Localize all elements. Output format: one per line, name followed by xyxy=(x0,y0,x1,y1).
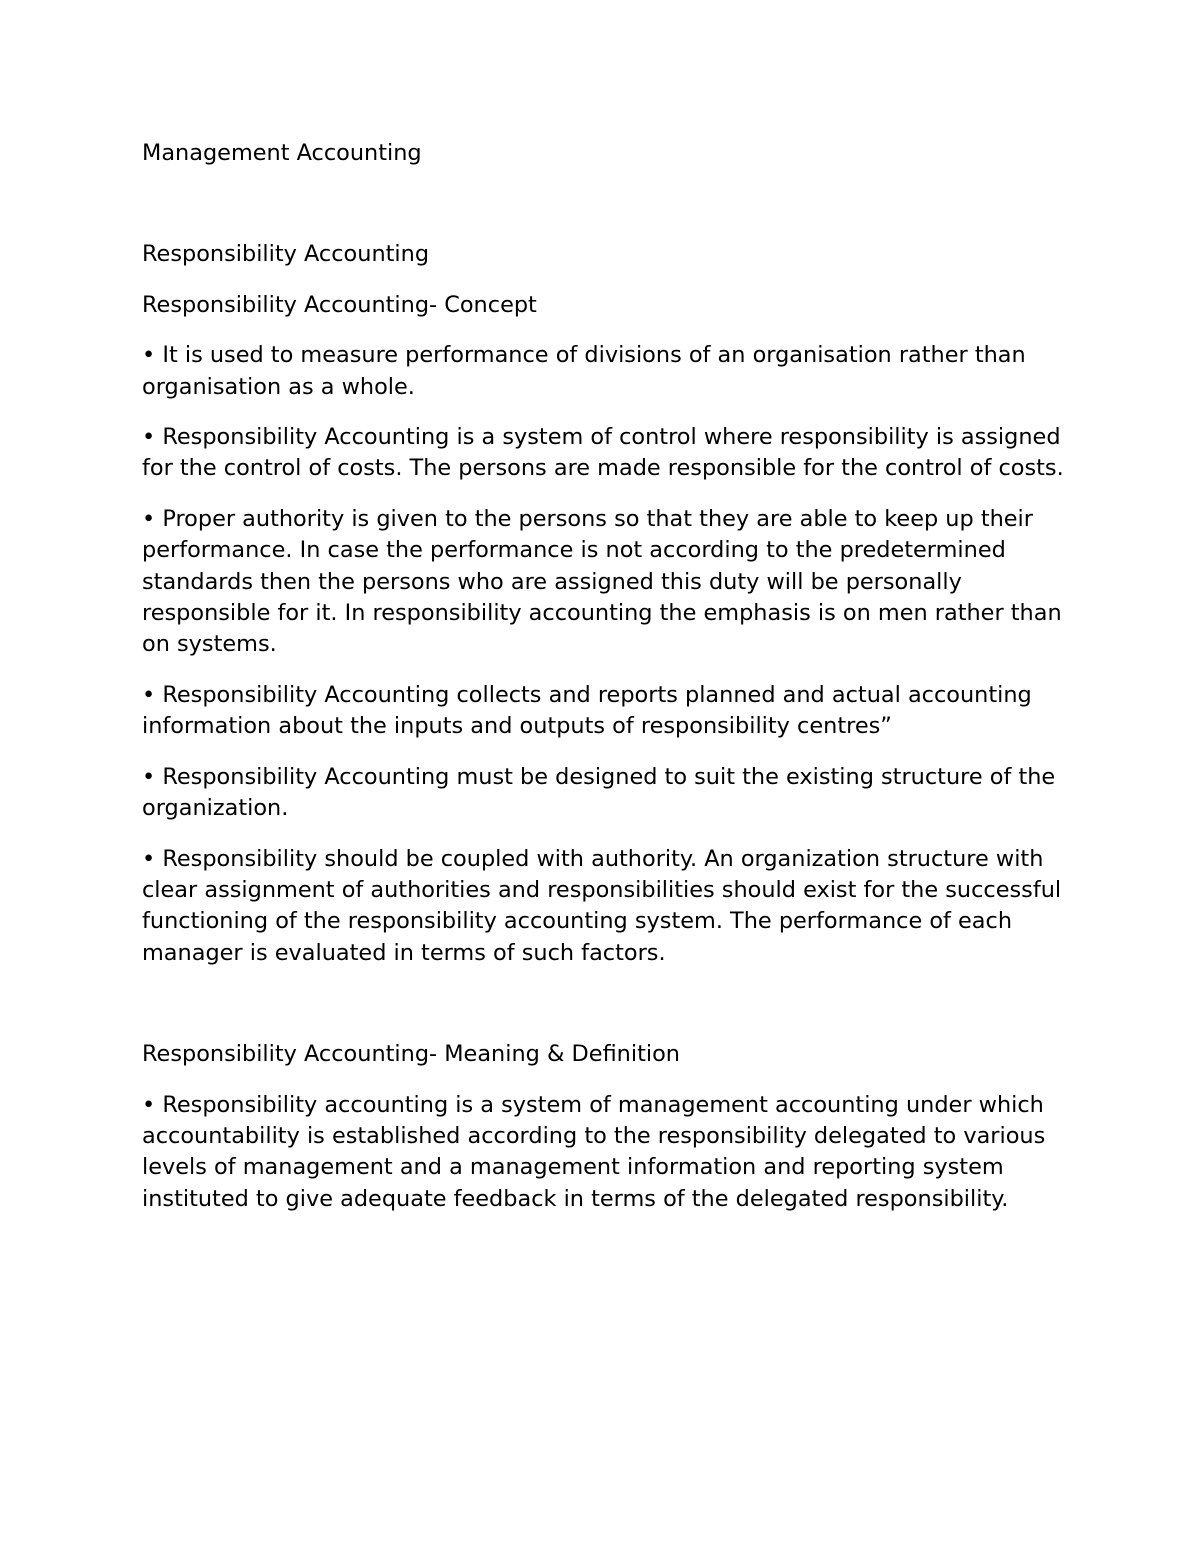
list-item xyxy=(142,340,1072,403)
list-item-text: Proper authority is given to the persons so that they are able to keep up their performance. In case the performance is not according to the predetermined standards then the persons who are assigned this duty will be personally responsible for it. In responsibility accounting the emphasis is on men rather than on systems. xyxy=(142,505,1062,658)
list-item xyxy=(142,422,1072,485)
section-heading: Responsibility Accounting xyxy=(142,241,430,268)
definition-heading: Responsibility Accounting- Meaning & Definition xyxy=(142,1041,680,1068)
bullet-icon: • xyxy=(142,1091,156,1118)
list-item-text: Responsibility Accounting collects and reports planned and actual accounting information about the inputs and outputs of responsibility centres” xyxy=(142,681,1032,740)
list-item xyxy=(142,844,1072,970)
list-item-text: Responsibility accounting is a system of management accounting under which accountability is established according to the responsibility delegated to various levels of management and a management information and reporting system instituted to give adequate feedback in terms of the delegated responsibility. xyxy=(142,1091,1046,1212)
list-item-text: Responsibility should be coupled with authority. An organization structure with clear assignment of authorities and responsibilities should exist for the successful functioning of the responsibility accounting system. The performance of each manager is evaluated in terms of such factors. xyxy=(142,845,1062,966)
bullet-icon: • xyxy=(142,505,156,532)
list-item xyxy=(142,762,1072,825)
definition-list xyxy=(142,1090,1072,1216)
bullet-icon: • xyxy=(142,845,156,872)
bullet-icon: • xyxy=(142,763,156,790)
list-item xyxy=(142,1090,1072,1216)
concept-list xyxy=(142,340,1072,969)
concept-heading: Responsibility Accounting- Concept xyxy=(142,291,537,318)
list-item xyxy=(142,504,1072,661)
document-title: Management Accounting xyxy=(142,140,422,166)
list-item-text: Responsibility Accounting is a system of control where responsibility is assigned for the control of costs. The persons are made responsible for the control of costs. xyxy=(142,424,1064,482)
list-item-text: Responsibility Accounting must be designed to suit the existing structure of the organization. xyxy=(142,763,1056,822)
document-body xyxy=(142,138,1072,1234)
bullet-icon: • xyxy=(142,681,156,708)
list-item xyxy=(142,680,1072,743)
bullet-icon: • xyxy=(142,342,156,369)
list-item-text: It is used to measure performance of divisions of an organisation rather than organisation as a whole. xyxy=(142,342,1026,400)
bullet-icon: • xyxy=(142,424,156,451)
